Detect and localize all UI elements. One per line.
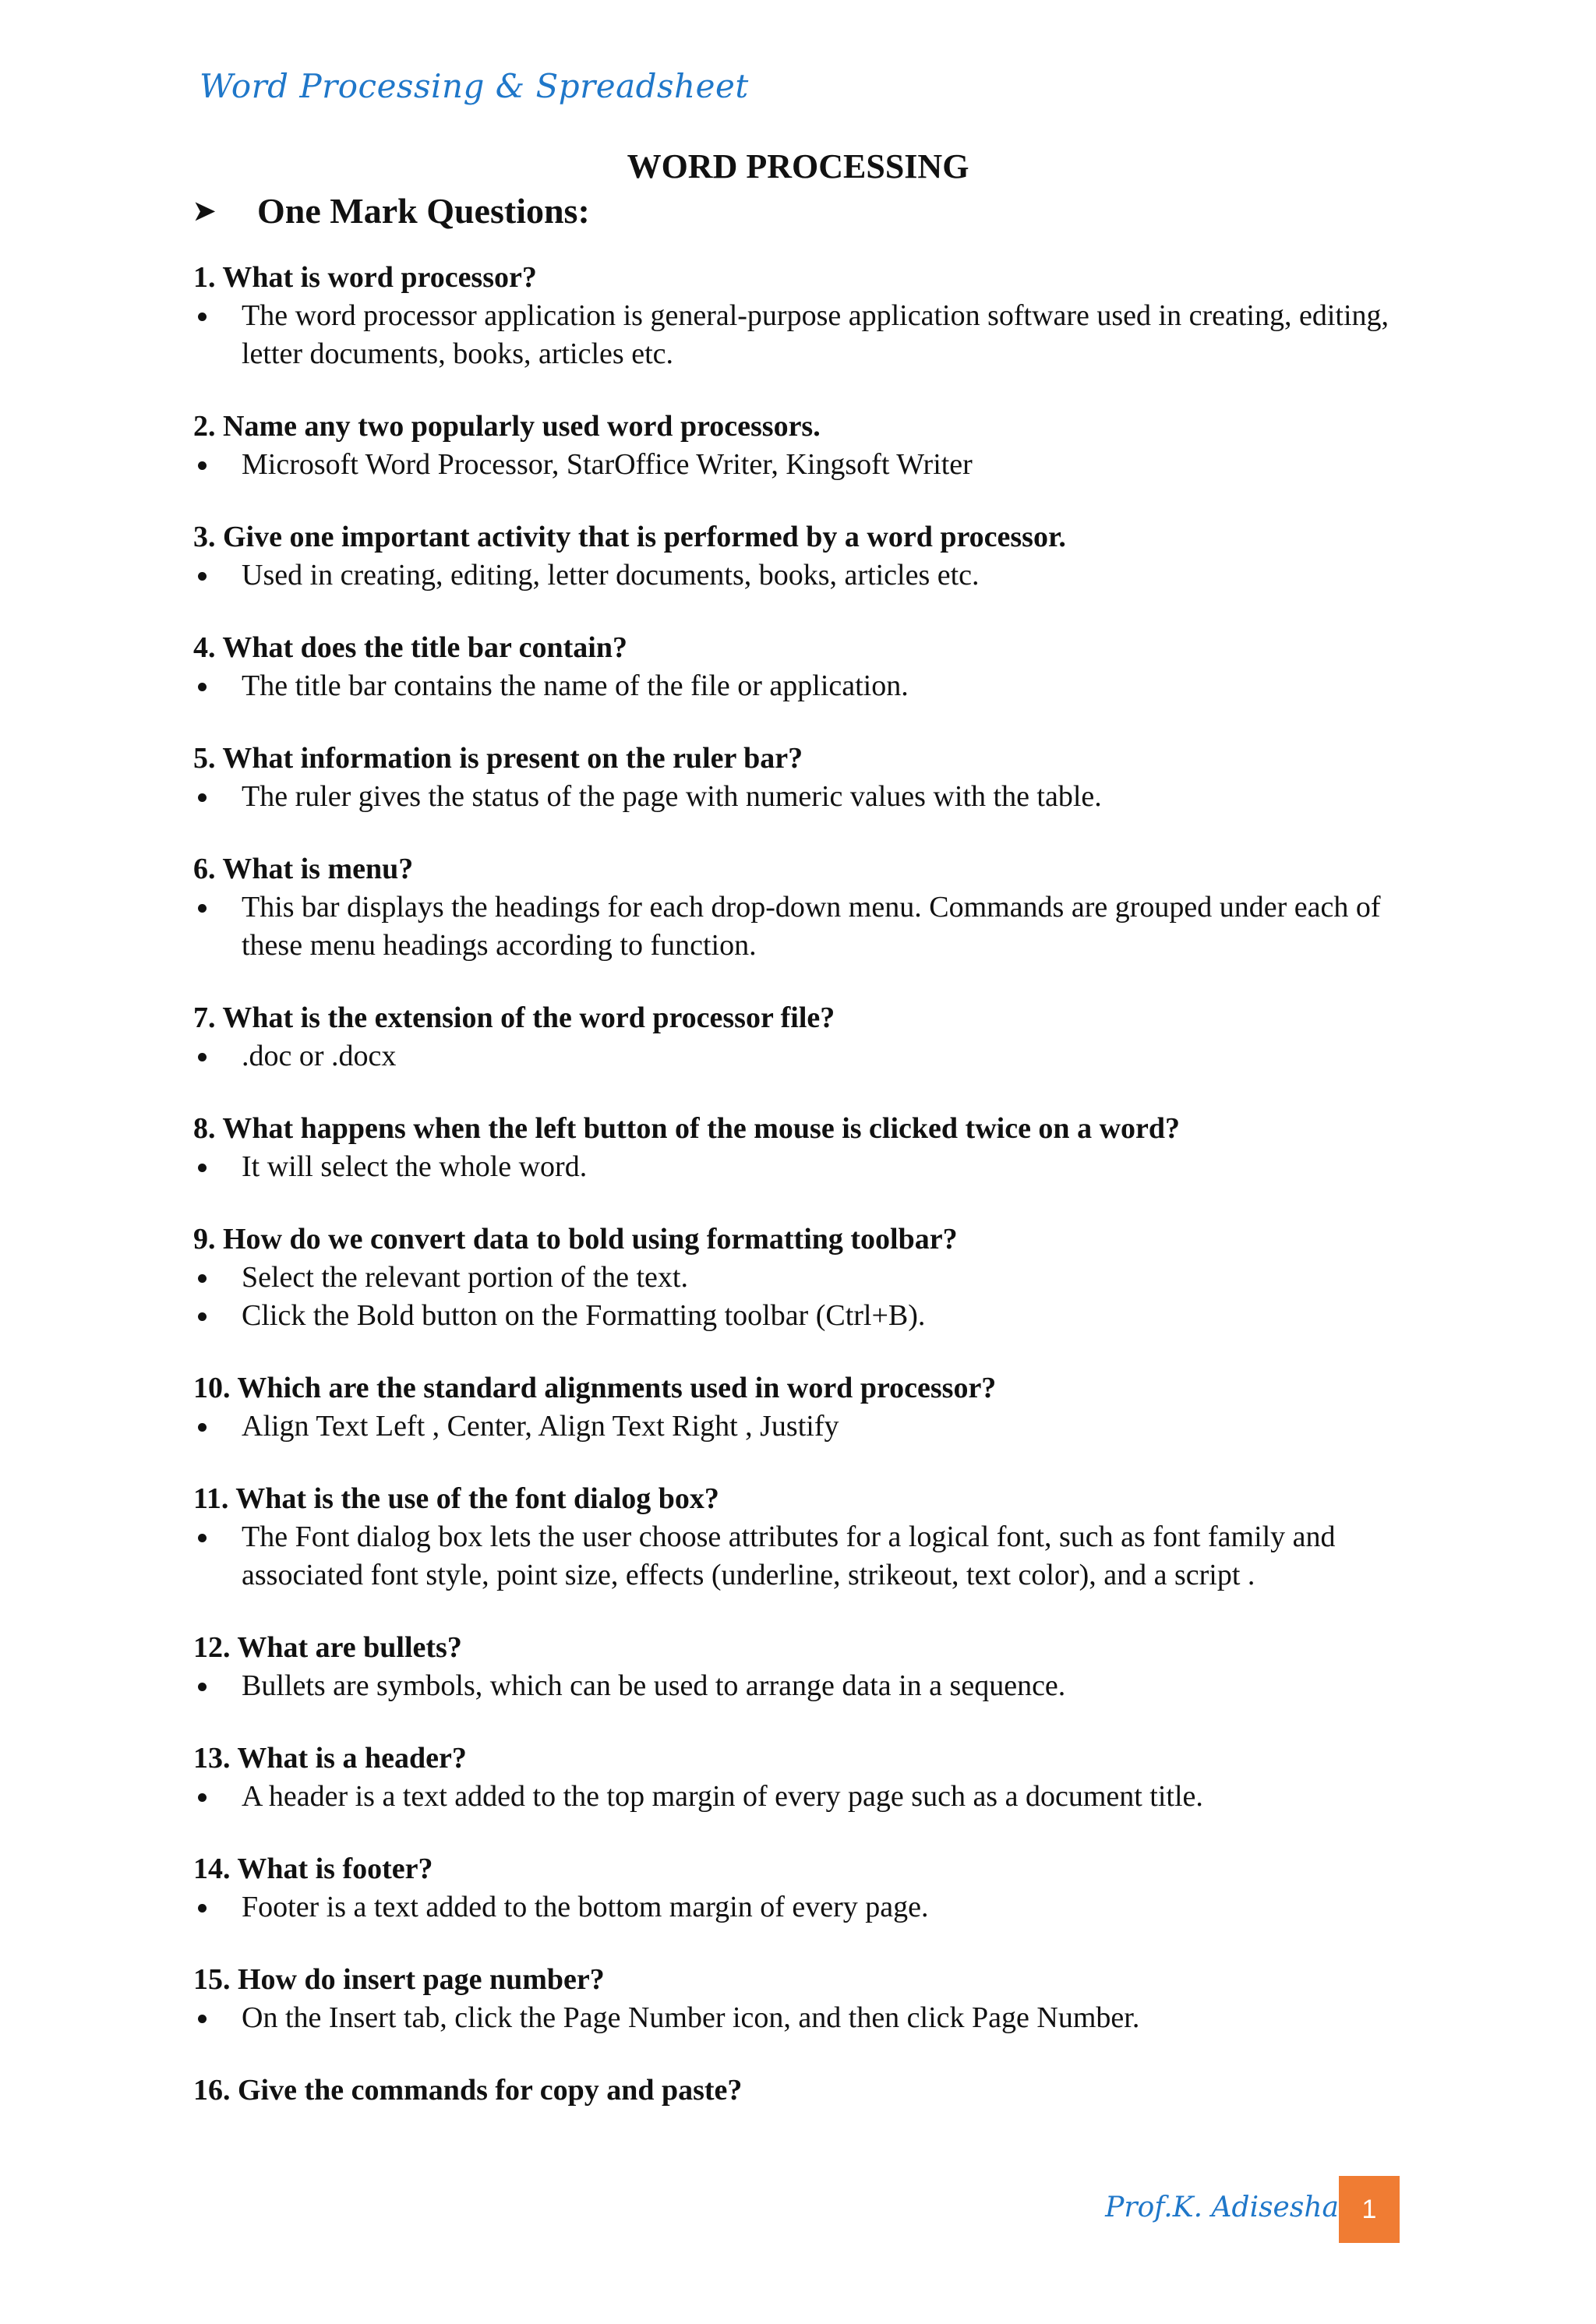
bullet-icon: [198, 683, 207, 691]
bullet-icon: [198, 1053, 207, 1061]
qa-item: [193, 740, 1409, 816]
answer-text: Microsoft Word Processor, StarOffice Writer, Kingsoft Writer: [242, 448, 973, 481]
qa-item: [193, 1629, 1409, 1705]
answer-list: [193, 556, 1409, 595]
answer-text: This bar displays the headings for each drop-down menu. Commands are grouped under each of these menu headings according to function.: [242, 891, 1381, 962]
answer-text: A header is a text added to the top margin of every page such as a document title.: [242, 1780, 1203, 1813]
bullet-icon: [198, 1274, 207, 1283]
answer-list: [193, 446, 1409, 484]
answer-text: Select the relevant portion of the text.: [242, 1261, 688, 1294]
answer-item: [193, 1778, 1409, 1816]
answer-text: The ruler gives the status of the page with numeric values with the table.: [242, 780, 1102, 813]
qa-item: [193, 1850, 1409, 1927]
question-text: 14. What is footer?: [193, 1852, 433, 1885]
answer-list: [193, 1037, 1409, 1075]
answer-text: .doc or .docx: [242, 1040, 397, 1072]
bullet-icon: [198, 1312, 207, 1321]
qa-item: [193, 999, 1409, 1075]
answer-item: [193, 556, 1409, 595]
question-text: 10. Which are the standard alignments used in word processor?: [193, 1372, 997, 1404]
bullet-icon: [198, 1793, 207, 1802]
answer-text: The word processor application is general-purpose application software used in creating, editing, letter documents, books, articles etc.: [242, 299, 1389, 370]
question-text: 2. Name any two popularly used word processors.: [193, 410, 821, 443]
answer-text: On the Insert tab, click the Page Number icon, and then click Page Number.: [242, 2001, 1140, 2034]
section-heading: [193, 190, 590, 231]
answer-list: [193, 1778, 1409, 1816]
bullet-icon: [198, 461, 207, 470]
page-number-badge: 1: [1339, 2176, 1400, 2243]
answer-item: [193, 1259, 1409, 1297]
answer-list: [193, 667, 1409, 705]
bullet-icon: [198, 313, 207, 321]
bullet-icon: [198, 1164, 207, 1172]
arrow-bullet-icon: ➤: [193, 196, 216, 226]
answer-list: [193, 1259, 1409, 1335]
answer-text: Align Text Left , Center, Align Text Right , Justify: [242, 1410, 839, 1443]
bullet-icon: [198, 2015, 207, 2023]
question-text: 3. Give one important activity that is performed by a word processor.: [193, 521, 1066, 553]
question-text: 1. What is word processor?: [193, 261, 537, 294]
question-list: [193, 259, 1409, 2144]
answer-item: [193, 446, 1409, 484]
question-text: 8. What happens when the left button of the mouse is clicked twice on a word?: [193, 1112, 1181, 1145]
answer-text: The Font dialog box lets the user choose attributes for a logical font, such as font family and associated font style, point size, effects (underline, strikeout, text color), and a script .: [242, 1520, 1336, 1591]
qa-item: [193, 1110, 1409, 1186]
answer-item: [193, 1407, 1409, 1446]
answer-list: [193, 888, 1409, 965]
bullet-icon: [198, 1904, 207, 1913]
answer-item: [193, 297, 1409, 373]
question-text: 9. How do we convert data to bold using formatting toolbar?: [193, 1223, 958, 1256]
answer-list: [193, 1999, 1409, 2037]
qa-item: [193, 850, 1409, 965]
answer-list: [193, 1407, 1409, 1446]
qa-item: [193, 259, 1409, 373]
page-title: WORD PROCESSING: [627, 147, 969, 185]
answer-text: Click the Bold button on the Formatting toolbar (Ctrl+B).: [242, 1299, 926, 1332]
answer-item: [193, 1297, 1409, 1335]
answer-list: [193, 297, 1409, 373]
section-heading-label: One Mark Questions:: [257, 191, 590, 231]
question-text: 16. Give the commands for copy and paste?: [193, 2074, 743, 2107]
qa-item: [193, 1480, 1409, 1595]
question-text: 11. What is the use of the font dialog box?: [193, 1482, 719, 1515]
answer-item: [193, 1667, 1409, 1705]
qa-item: [193, 2071, 1409, 2110]
answer-list: [193, 1518, 1409, 1595]
answer-item: [193, 667, 1409, 705]
question-text: 12. What are bullets?: [193, 1631, 462, 1664]
bullet-icon: [198, 1534, 207, 1542]
qa-item: [193, 1961, 1409, 2037]
question-text: 6. What is menu?: [193, 853, 414, 885]
qa-item: [193, 518, 1409, 595]
bullet-icon: [198, 1683, 207, 1691]
answer-list: [193, 1148, 1409, 1186]
running-header: Word Processing & Spreadsheet: [200, 67, 749, 105]
answer-list: [193, 1888, 1409, 1927]
answer-text: Footer is a text added to the bottom margin of every page.: [242, 1891, 929, 1923]
question-text: 4. What does the title bar contain?: [193, 631, 627, 664]
question-text: 13. What is a header?: [193, 1742, 467, 1775]
answer-text: Bullets are symbols, which can be used to arrange data in a sequence.: [242, 1669, 1066, 1702]
question-text: 7. What is the extension of the word processor file?: [193, 1001, 835, 1034]
bullet-icon: [198, 1423, 207, 1432]
answer-list: [193, 1667, 1409, 1705]
answer-item: [193, 1888, 1409, 1927]
answer-text: Used in creating, editing, letter documents, books, articles etc.: [242, 559, 980, 592]
bullet-icon: [198, 572, 207, 581]
qa-item: [193, 408, 1409, 484]
qa-item: [193, 1220, 1409, 1335]
answer-item: [193, 778, 1409, 816]
answer-item: [193, 888, 1409, 965]
answer-item: [193, 1037, 1409, 1075]
answer-item: [193, 1518, 1409, 1595]
qa-item: [193, 629, 1409, 705]
bullet-icon: [198, 793, 207, 802]
answer-text: The title bar contains the name of the file or application.: [242, 669, 909, 702]
question-text: 15. How do insert page number?: [193, 1963, 605, 1996]
answer-item: [193, 1999, 1409, 2037]
answer-item: [193, 1148, 1409, 1186]
qa-item: [193, 1739, 1409, 1816]
answer-list: [193, 778, 1409, 816]
question-text: 5. What information is present on the ruler bar?: [193, 742, 803, 775]
answer-text: It will select the whole word.: [242, 1150, 588, 1183]
qa-item: [193, 1369, 1409, 1446]
bullet-icon: [198, 904, 207, 913]
footer-author: Prof.K. Adisesha: [1105, 2192, 1339, 2223]
